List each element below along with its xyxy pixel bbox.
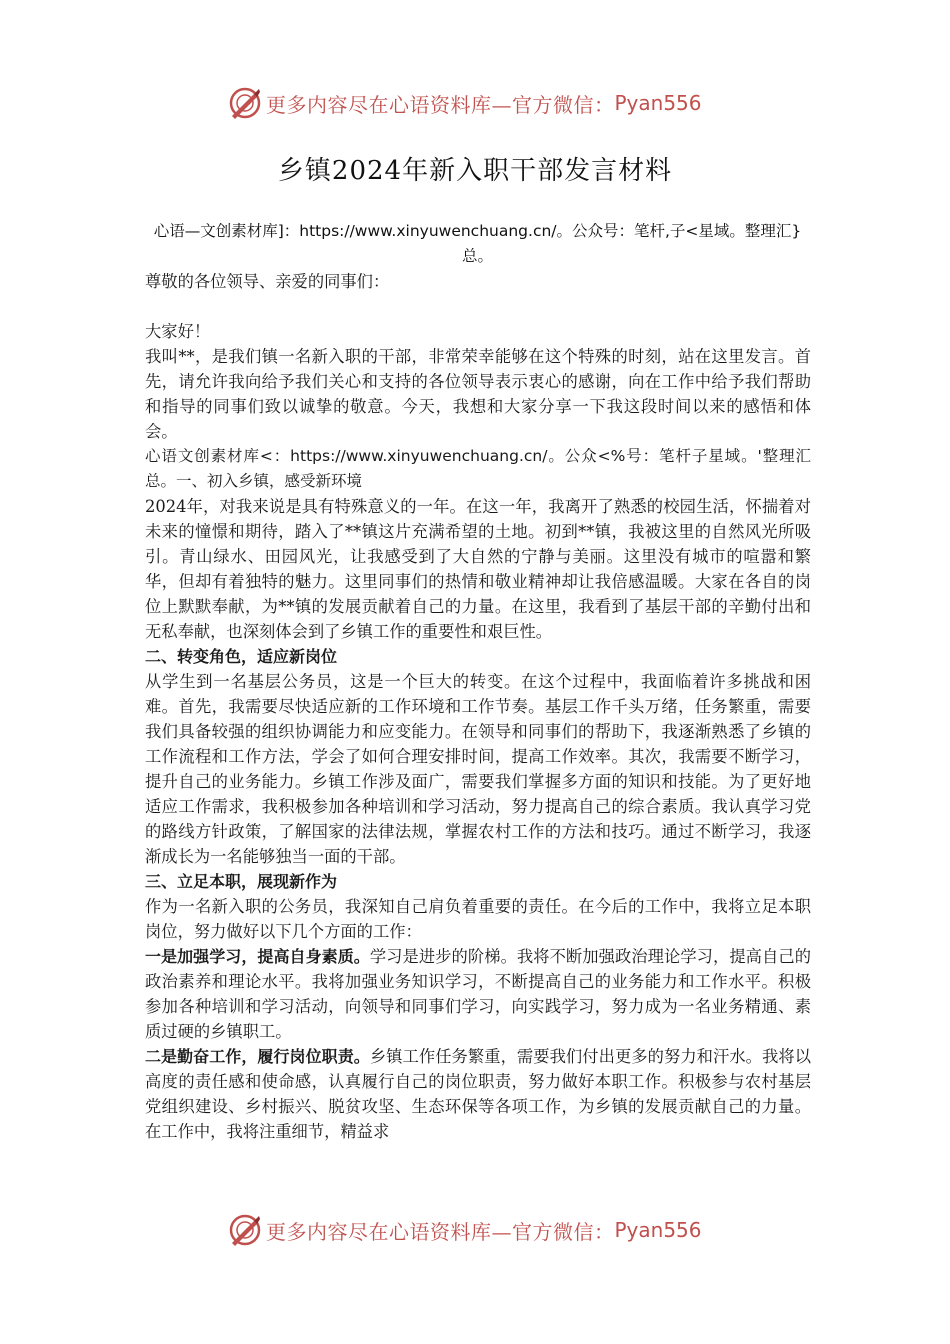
section2-heading: 二、转变角色，适应新岗位 [145,647,338,666]
blank-line [145,294,811,319]
document-body [145,269,811,1144]
banner-wechat-id: Pyan556 [614,1218,702,1242]
banner-text: 更多内容尽在心语资料库—官方微信： [266,1219,615,1244]
source-line-2: 心语文创素材库<：https://www.xinyuwenchuang.cn/。公众<%号：笔杆子星域。'整理汇总。一、初入乡镇，感受新环境 [145,447,811,490]
point2-paragraph [145,1044,811,1144]
source-line: 心语—文创素材库]：https://www.xinyuwenchuang.cn/。公众号：笔杆,子<星域。整理汇}总。 [153,222,802,265]
section3-heading: 三、立足本职，展现新作为 [145,872,338,891]
header-banner [228,85,728,121]
footer-banner [228,1212,728,1248]
point1-paragraph [145,944,811,1044]
logo-icon [228,1213,262,1247]
banner-text: 更多内容尽在心语资料库—官方微信： [266,92,615,117]
intro-paragraph: 我叫**，是我们镇一名新入职的干部，非常荣幸能够在这个特殊的时刻，站在这里发言。首先，请允许我向给予我们关心和支持的各位领导表示衷心的感谢，向在工作中给予我们帮助和指导的同事们致以诚挚的敬意。今天，我想和大家分享一下我这段时间以来的感悟和体会。 [145,347,811,441]
banner-wechat-id: Pyan556 [614,91,702,115]
hello: 大家好！ [145,322,211,341]
point1-body: 学习是进步的阶梯。我将不断加强政治理论学习，提高自己的政治素养和理论水平。我将加强业务知识学习，不断提高自己的业务能力和工作水平。积极参加各种培训和学习活动，向领导和同事们学习，向实践学习，努力成为一名业务精通、素质过硬的乡镇职工。 [145,947,811,1041]
point2-lead: 二是勤奋工作，履行岗位职责。 [145,1047,370,1066]
section2-paragraph: 从学生到一名基层公务员，这是一个巨大的转变。在这个过程中，我面临着许多挑战和困难。首先，我需要尽快适应新的工作环境和工作节奏。基层工作千头万绪，任务繁重，需要我们具备较强的组织协调能力和应变能力。在领导和同事们的帮助下，我逐渐熟悉了乡镇的工作流程和工作方法，学会了如何合理安排时间，提高工作效率。其次，我需要不断学习，提升自己的业务能力。乡镇工作涉及面广，需要我们掌握多方面的知识和技能。为了更好地适应工作需求，我积极参加各种培训和学习活动，努力提高自己的综合素质。我认真学习党的路线方针政策，了解国家的法律法规，掌握农村工作的方法和技巧。通过不断学习，我逐渐成长为一名能够独当一面的干部。 [145,672,811,866]
logo-icon [228,86,262,120]
section3-paragraph: 作为一名新入职的公务员，我深知自己肩负着重要的责任。在今后的工作中，我将立足本职岗位，努力做好以下几个方面的工作： [145,897,811,941]
point1-lead: 一是加强学习，提高自身素质。 [145,947,370,966]
greeting: 尊敬的各位领导、亲爱的同事们： [145,272,390,291]
section1-paragraph: 2024年，对我来说是具有特殊意义的一年。在这一年，我离开了熟悉的校园生活，怀揣着对未来的憧憬和期待，踏入了**镇这片充满希望的土地。初到**镇，我被这里的自然风光所吸引。青山绿水、田园风光，让我感受到了大自然的宁静与美丽。这里没有城市的喧嚣和繁华，但却有着独特的魅力。这里同事们的热情和敬业精神却让我倍感温暖。大家在各自的岗位上默默奉献，为**镇的发展贡献着自己的力量。在这里，我看到了基层干部的辛勤付出和无私奉献，也深刻体会到了乡镇工作的重要性和艰巨性。 [145,497,811,641]
point2-body: 乡镇工作任务繁重，需要我们付出更多的努力和汗水。我将以高度的责任感和使命感，认真履行自己的岗位职责，努力做好本职工作。积极参与农村基层党组织建设、乡村振兴、脱贫攻坚、生态环保等各项工作，为乡镇的发展贡献自己的力量。在工作中，我将注重细节，精益求 [145,1047,811,1141]
document-title: 乡镇2024年新入职干部发言材料 [277,156,673,186]
